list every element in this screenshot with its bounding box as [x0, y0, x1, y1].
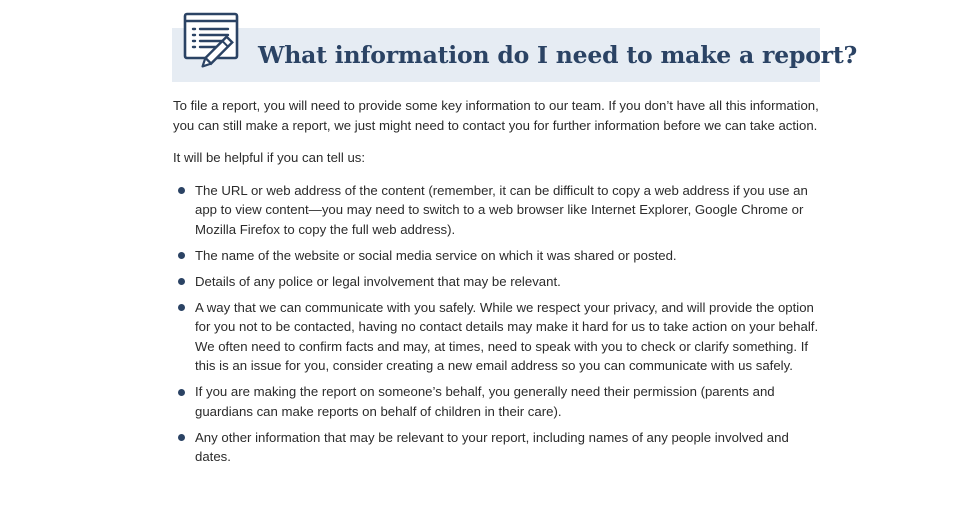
list-item — [173, 246, 825, 266]
list-item — [173, 298, 825, 376]
report-info-content — [173, 96, 825, 473]
lead-paragraph: It will be helpful if you can tell us: — [173, 150, 366, 165]
bullet-dot — [178, 434, 185, 441]
page-title: What information do I need to make a report? — [258, 41, 858, 69]
report-form-pencil-icon — [182, 11, 246, 73]
list-item-text: Details of any police or legal involvement that may be relevant. — [195, 273, 561, 289]
list-item — [173, 272, 825, 292]
info-list — [173, 181, 825, 467]
bullet-dot — [178, 252, 185, 259]
bullet-dot — [178, 187, 185, 194]
bullet-dot — [178, 389, 185, 396]
intro-paragraph: To file a report, you will need to provide some key information to our team. If you don’t have all this information, you can still make a report, we just might need to contact you for further information before we can take action. — [173, 98, 819, 133]
bullet-dot — [178, 278, 185, 285]
list-item — [173, 181, 825, 240]
list-item-text: A way that we can communicate with you safely. While we respect your privacy, and will provide the option for you not to be contacted, having no contact details may make it hard for us to take action on your behalf. We often need to confirm facts and may, at times, need to speak with you to check or clarify something. If this is an issue for you, consider creating a new email address so you can communicate with us safely. — [195, 299, 819, 373]
list-item-text: If you are making the report on someone’s behalf, you generally need their permission (parents and guardians can make reports on behalf of children in their care). — [195, 384, 775, 419]
list-item-text: The name of the website or social media service on which it was shared or posted. — [195, 247, 677, 263]
bullet-dot — [178, 304, 185, 311]
list-item-text: The URL or web address of the content (remember, it can be difficult to copy a web address if you use an app to view content—you may need to switch to a web browser like Internet Explorer, Google Chrome or Mozilla Firefox to copy the full web address). — [195, 182, 808, 237]
list-item-text: Any other information that may be relevant to your report, including names of any people involved and dates. — [195, 429, 789, 464]
list-item — [173, 428, 825, 467]
list-item — [173, 382, 825, 421]
